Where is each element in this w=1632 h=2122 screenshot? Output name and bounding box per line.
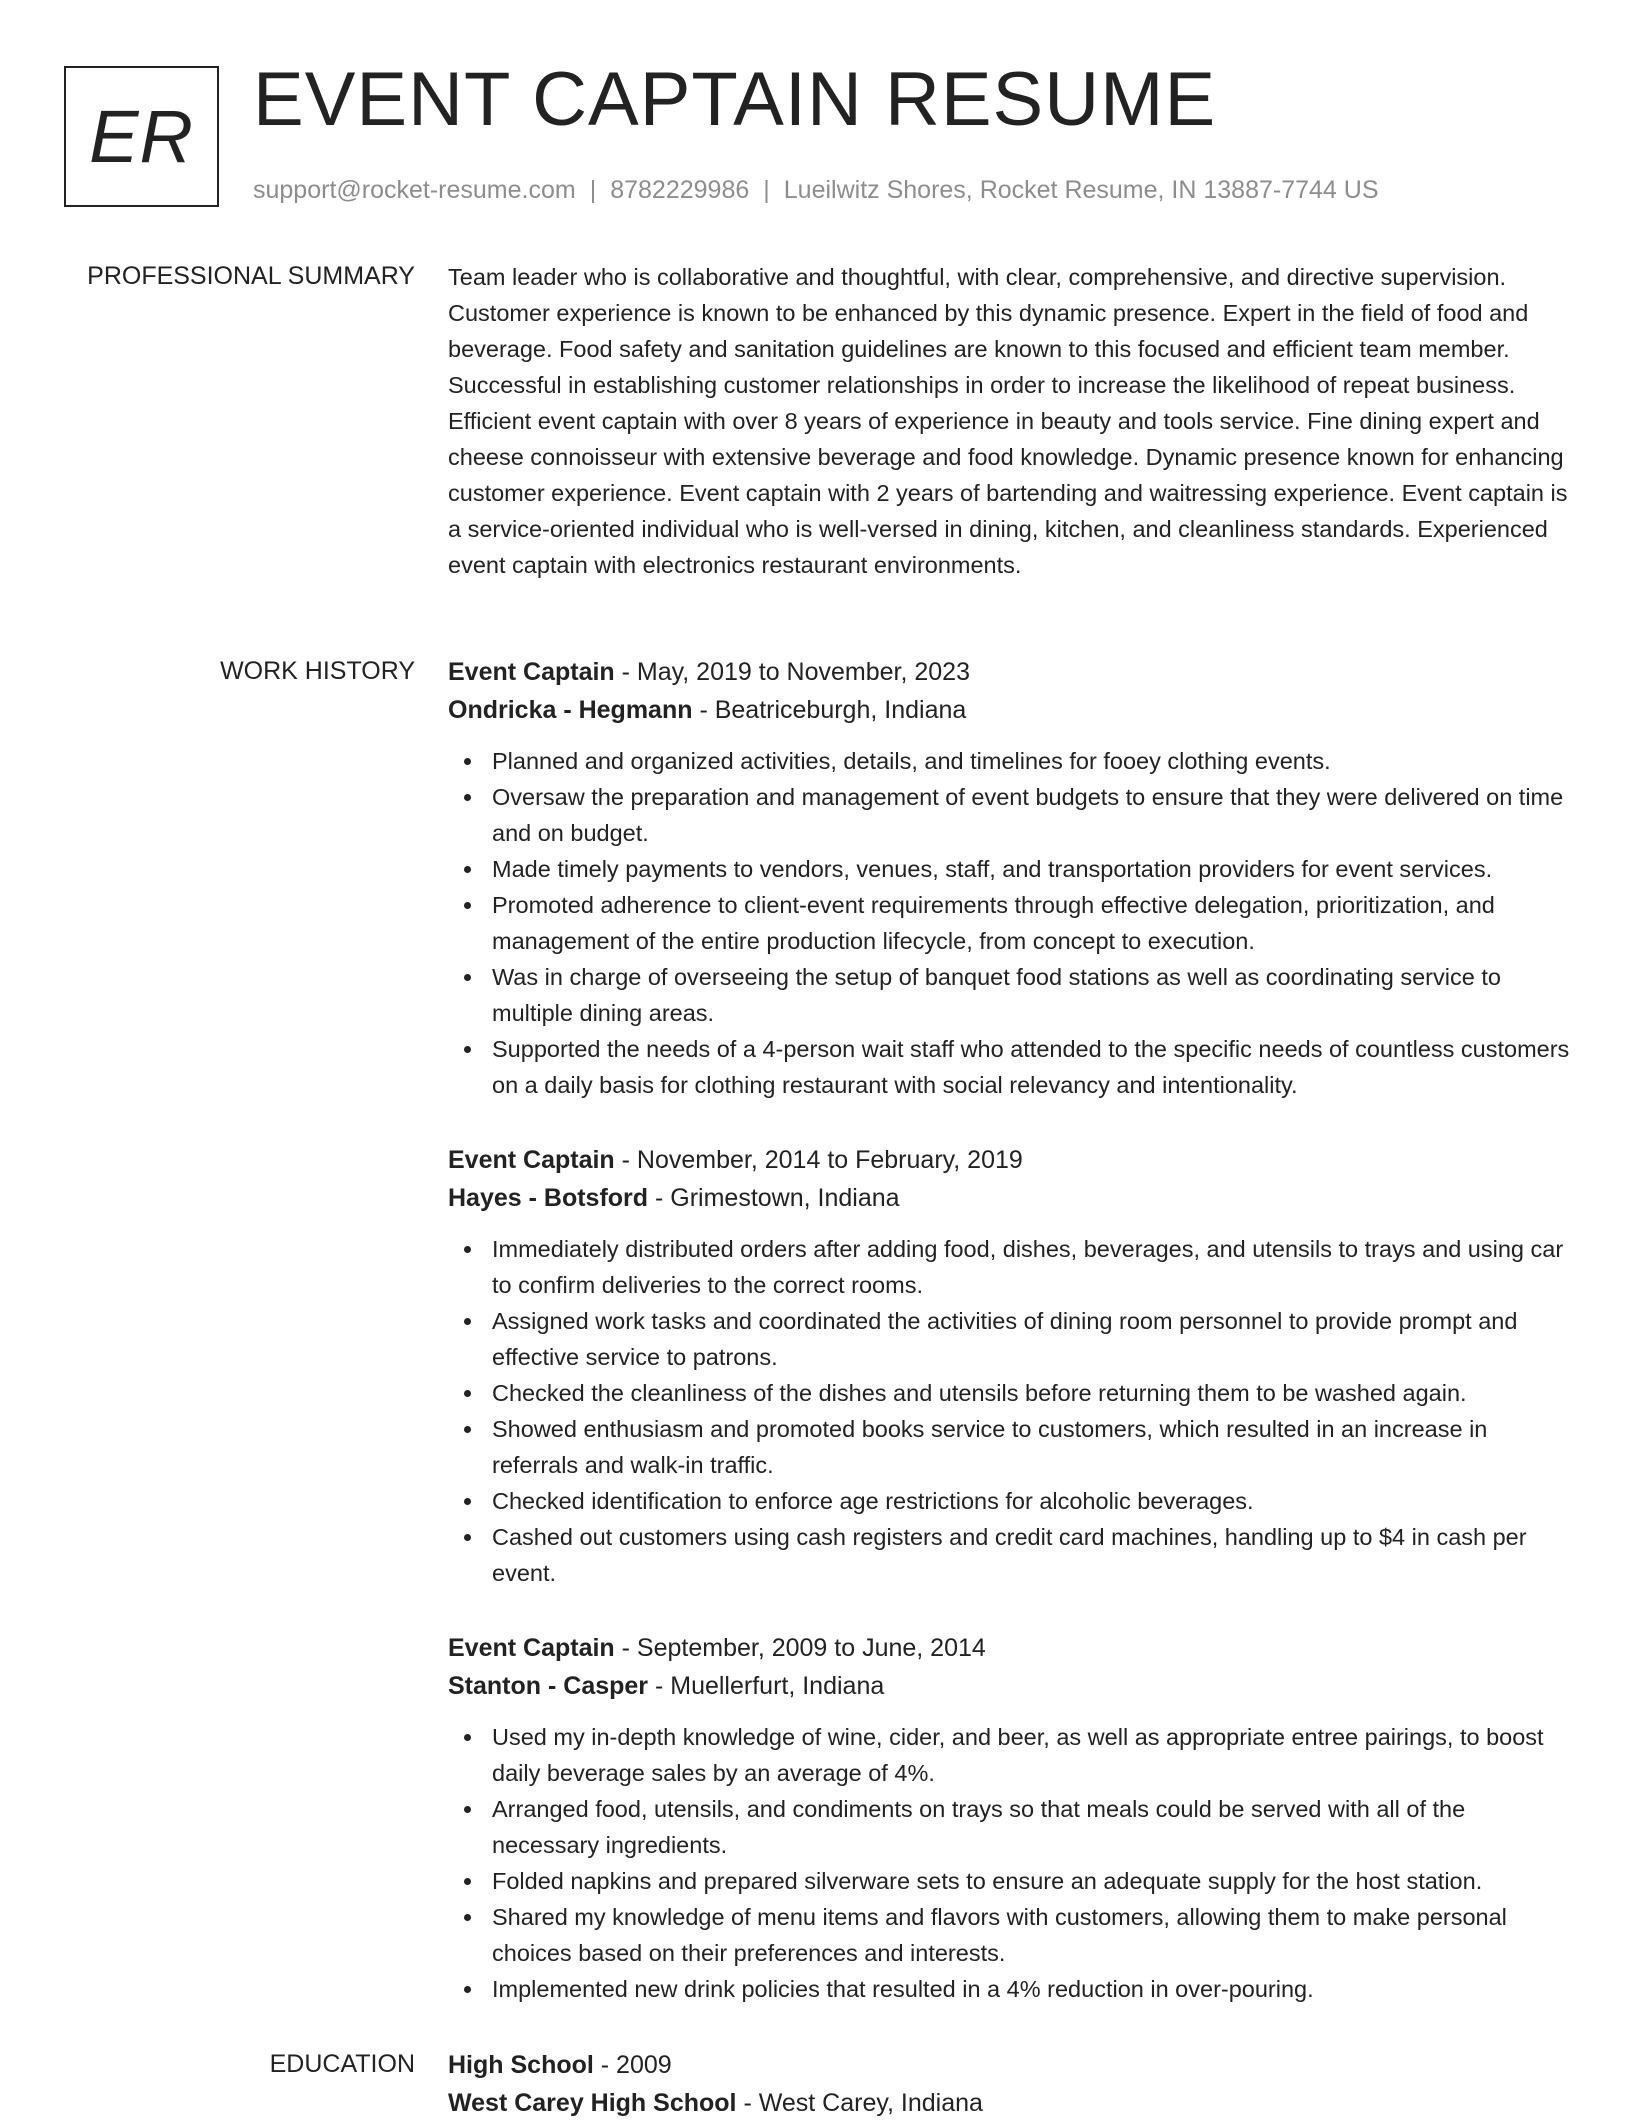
summary-text: Team leader who is collaborative and thoughtful, with clear, comprehensive, and directive supervision. Customer experience is known to be enhanced by this dynamic presence. Expert in the field of food and beverage. Food safety and sanitation guidelines are known to this focused and efficient team member. Successful in establishing customer relationships in order to increase the likelihood of repeat business. Efficient event captain with over 8 years of experience in beauty and tools service. Fine dining expert and cheese connoisseur with extensive beverage and food knowledge. Dynamic presence known for enhancing customer experience. Event captain with 2 years of bartending and waitressing experience. Event captain is a service-oriented individual who is well-versed in dining, kitchen, and cleanliness standards. Experienced event captain with electronics restaurant environments.	[448, 264, 1568, 578]
contact-address: Lueilwitz Shores, Rocket Resume, IN 13887-7744 US	[783, 176, 1379, 204]
job-bullet: Supported the needs of a 4-person wait staff who attended to the specific needs of countless customers on a daily basis for clothing restaurant with social relevancy and intentionality.	[448, 1031, 1572, 1103]
section-label-summary: PROFESSIONAL SUMMARY	[87, 262, 415, 290]
job-bullet: Planned and organized activities, details, and timelines for fooey clothing events.	[448, 743, 1572, 779]
job-bullet: Promoted adherence to client-event requirements through effective delegation, prioritization, and management of the entire production lifecycle, from concept to execution.	[448, 887, 1572, 959]
resume-title: EVENT CAPTAIN RESUME	[253, 57, 1217, 142]
job-entry	[448, 1141, 1572, 1591]
job-company-line	[448, 1179, 1572, 1217]
job-location: - Grimestown, Indiana	[648, 1184, 900, 1212]
contact-separator: |	[763, 176, 770, 204]
job-bullets	[448, 1719, 1572, 2007]
job-location: - Beatriceburgh, Indiana	[692, 696, 967, 724]
job-dates: - May, 2019 to November, 2023	[614, 658, 970, 686]
job-bullet: Assigned work tasks and coordinated the activities of dining room personnel to provide prompt and effective service to patrons.	[448, 1303, 1572, 1375]
job-bullet: Showed enthusiasm and promoted books service to customers, which resulted in an increase in referrals and walk-in traffic.	[448, 1411, 1572, 1483]
job-bullet: Shared my knowledge of menu items and flavors with customers, allowing them to make personal choices based on their preferences and interests.	[448, 1899, 1572, 1971]
job-bullet: Arranged food, utensils, and condiments on trays so that meals could be served with all of the necessary ingredients.	[448, 1791, 1572, 1863]
section-label-work-history: WORK HISTORY	[220, 657, 415, 685]
education-location: - West Carey, Indiana	[736, 2089, 983, 2117]
job-company-line	[448, 691, 1572, 729]
job-company: Ondricka - Hegmann	[448, 696, 693, 724]
job-title-line	[448, 1629, 1572, 1667]
summary-section	[448, 259, 1572, 583]
contact-phone: 8782229986	[610, 176, 750, 204]
job-bullet: Made timely payments to vendors, venues, staff, and transportation providers for event services.	[448, 851, 1572, 887]
job-bullet: Used my in-depth knowledge of wine, cider, and beer, as well as appropriate entree pairings, to boost daily beverage sales by an average of 4%.	[448, 1719, 1572, 1791]
job-entry	[448, 653, 1572, 1103]
job-bullet: Immediately distributed orders after adding food, dishes, beverages, and utensils to trays and using car to confirm deliveries to the correct rooms.	[448, 1231, 1572, 1303]
job-bullets	[448, 743, 1572, 1103]
job-bullet: Checked the cleanliness of the dishes and utensils before returning them to be washed again.	[448, 1375, 1572, 1411]
job-title: Event Captain	[448, 1634, 615, 1662]
job-bullet: Oversaw the preparation and management of event budgets to ensure that they were delivered on time and on budget.	[448, 779, 1572, 851]
job-dates: - September, 2009 to June, 2014	[614, 1634, 986, 1662]
job-company-line	[448, 1667, 1572, 1705]
contact-separator: |	[589, 176, 597, 204]
job-title-line	[448, 653, 1572, 691]
contact-email: support@rocket-resume.com	[253, 176, 576, 204]
education-entry	[448, 2046, 1572, 2122]
monogram-text: ER	[89, 95, 194, 178]
section-label-education: EDUCATION	[269, 2050, 415, 2078]
contact-line	[253, 176, 1379, 205]
job-bullet: Was in charge of overseeing the setup of banquet food stations as well as coordinating service to multiple dining areas.	[448, 959, 1572, 1031]
job-bullet: Implemented new drink policies that resulted in a 4% reduction in over-pouring.	[448, 1971, 1572, 2007]
job-entry	[448, 1629, 1572, 2007]
job-location: - Muellerfurt, Indiana	[648, 1672, 885, 1700]
job-bullet: Folded napkins and prepared silverware sets to ensure an adequate supply for the host station.	[448, 1863, 1572, 1899]
job-title-line	[448, 1141, 1572, 1179]
job-bullet: Checked identification to enforce age restrictions for alcoholic beverages.	[448, 1483, 1572, 1519]
job-title: Event Captain	[448, 1146, 615, 1174]
education-degree-line	[448, 2046, 1572, 2084]
monogram-logo	[64, 66, 219, 207]
job-dates: - November, 2014 to February, 2019	[614, 1146, 1023, 1174]
education-degree: High School	[448, 2051, 594, 2079]
job-company: Hayes - Botsford	[448, 1184, 649, 1212]
job-company: Stanton - Casper	[448, 1672, 649, 1700]
education-school-line	[448, 2084, 1572, 2122]
education-year: - 2009	[593, 2051, 672, 2079]
education-school: West Carey High School	[448, 2089, 737, 2117]
job-title: Event Captain	[448, 658, 615, 686]
job-bullets	[448, 1231, 1572, 1591]
job-bullet: Cashed out customers using cash registers and credit card machines, handling up to $4 in cash per event.	[448, 1519, 1572, 1591]
